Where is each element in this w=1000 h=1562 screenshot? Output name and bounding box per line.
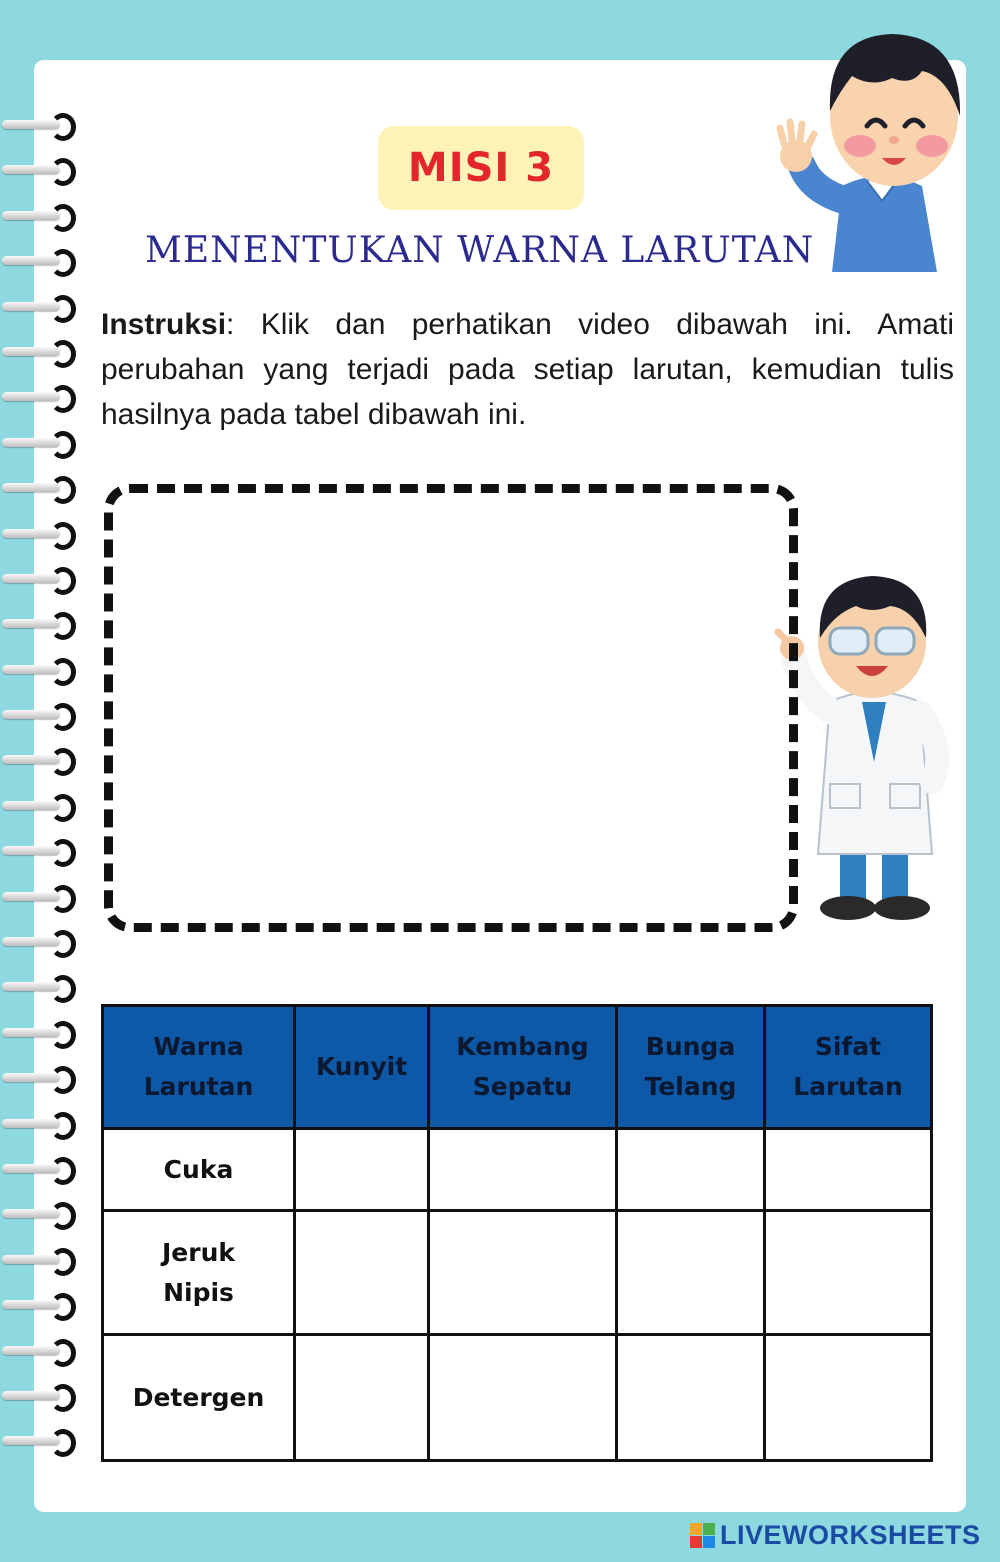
spiral-ring bbox=[0, 519, 80, 564]
spiral-ring bbox=[0, 337, 80, 382]
spiral-ring bbox=[0, 1154, 80, 1199]
answer-cell[interactable] bbox=[765, 1129, 932, 1211]
video-placeholder[interactable] bbox=[104, 484, 798, 932]
answer-cell[interactable] bbox=[295, 1335, 429, 1461]
spiral-ring bbox=[0, 791, 80, 836]
spiral-ring bbox=[0, 155, 80, 200]
spiral-ring bbox=[0, 655, 80, 700]
answer-cell[interactable] bbox=[295, 1211, 429, 1335]
liveworksheets-logo-icon bbox=[690, 1523, 716, 1549]
spiral-ring bbox=[0, 1245, 80, 1290]
table-header-row bbox=[103, 1006, 932, 1129]
row-label-detergen: Detergen bbox=[103, 1335, 295, 1461]
row-label-cuka: Cuka bbox=[103, 1129, 295, 1211]
spiral-ring bbox=[0, 246, 80, 291]
table-row bbox=[103, 1129, 932, 1211]
answer-cell[interactable] bbox=[617, 1129, 765, 1211]
spiral-ring bbox=[0, 1426, 80, 1471]
spiral-ring bbox=[0, 927, 80, 972]
spiral-ring bbox=[0, 972, 80, 1017]
scientist-boy-illustration bbox=[772, 562, 968, 928]
spiral-ring bbox=[0, 382, 80, 427]
row-label-jeruk-nipis: Jeruk Nipis bbox=[103, 1211, 295, 1335]
mission-badge bbox=[378, 126, 584, 210]
spiral-ring bbox=[0, 564, 80, 609]
spiral-ring bbox=[0, 1018, 80, 1063]
spiral-ring bbox=[0, 700, 80, 745]
mission-badge-label: MISI 3 bbox=[407, 145, 555, 191]
answer-cell[interactable] bbox=[429, 1211, 617, 1335]
table-row bbox=[103, 1335, 932, 1461]
spiral-ring bbox=[0, 1199, 80, 1244]
spiral-binding-icon bbox=[0, 110, 80, 1472]
header-kembang-sepatu: Kembang Sepatu bbox=[429, 1006, 617, 1129]
spiral-ring bbox=[0, 1336, 80, 1381]
results-table bbox=[101, 1004, 933, 1462]
instructions-paragraph bbox=[101, 302, 954, 437]
spiral-ring bbox=[0, 1381, 80, 1426]
header-sifat-larutan: Sifat Larutan bbox=[765, 1006, 932, 1129]
spiral-ring bbox=[0, 1109, 80, 1154]
answer-cell[interactable] bbox=[617, 1335, 765, 1461]
liveworksheets-brand: LIVEWORKSHEETS bbox=[720, 1520, 981, 1550]
spiral-ring bbox=[0, 882, 80, 927]
answer-cell[interactable] bbox=[765, 1335, 932, 1461]
answer-cell[interactable] bbox=[617, 1211, 765, 1335]
spiral-ring bbox=[0, 1290, 80, 1335]
spiral-ring bbox=[0, 428, 80, 473]
liveworksheets-logo[interactable] bbox=[690, 1520, 981, 1551]
answer-cell[interactable] bbox=[429, 1129, 617, 1211]
spiral-ring bbox=[0, 201, 80, 246]
header-bunga-telang: Bunga Telang bbox=[617, 1006, 765, 1129]
instructions-text: : Klik dan perhatikan video dibawah ini. Amati perubahan yang terjadi pada setiap larutan, kemudian tulis hasilnya pada tabel dibawah ini. bbox=[101, 308, 954, 431]
spiral-ring bbox=[0, 836, 80, 881]
spiral-ring bbox=[0, 1063, 80, 1108]
instructions-label: Instruksi bbox=[101, 308, 227, 341]
header-kunyit: Kunyit bbox=[295, 1006, 429, 1129]
header-warna-larutan: Warna Larutan bbox=[103, 1006, 295, 1129]
spiral-ring bbox=[0, 473, 80, 518]
spiral-ring bbox=[0, 745, 80, 790]
page-subtitle: MENENTUKAN WARNA LARUTAN bbox=[145, 230, 815, 271]
answer-cell[interactable] bbox=[295, 1129, 429, 1211]
spiral-ring bbox=[0, 609, 80, 654]
answer-cell[interactable] bbox=[429, 1335, 617, 1461]
table-row bbox=[103, 1211, 932, 1335]
answer-cell[interactable] bbox=[765, 1211, 932, 1335]
spiral-ring bbox=[0, 110, 80, 155]
spiral-ring bbox=[0, 292, 80, 337]
